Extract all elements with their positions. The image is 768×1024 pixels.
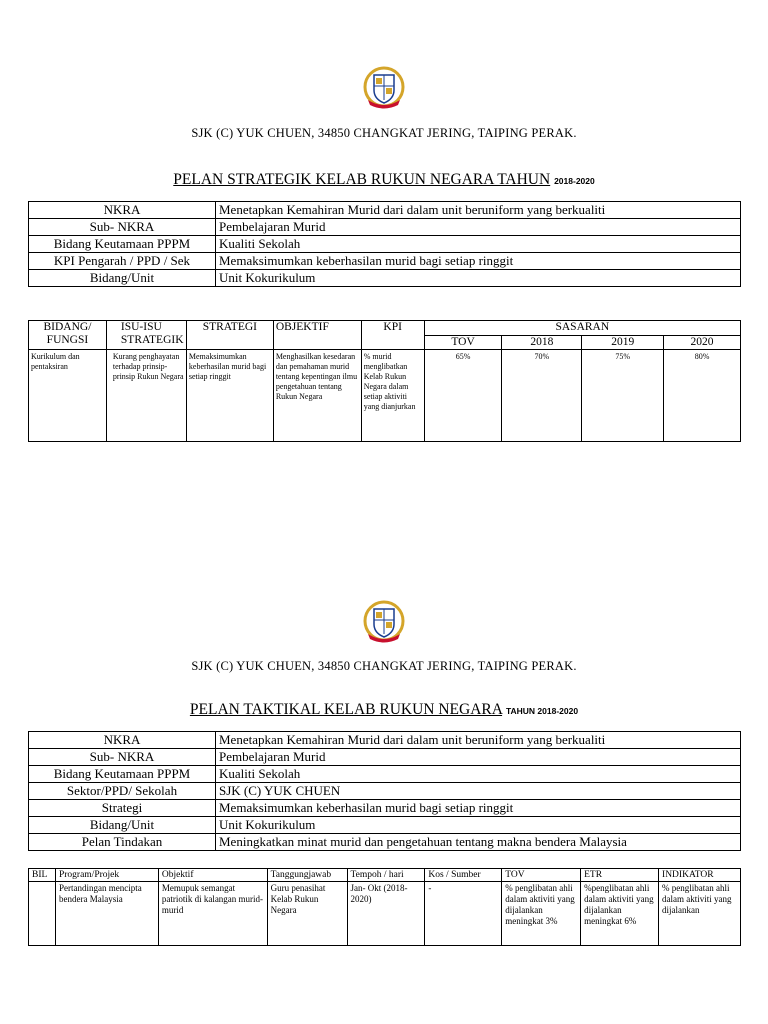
col-header-tanggungjawab: Tanggungjawab (267, 869, 347, 882)
info-row (29, 800, 741, 817)
table-row (29, 350, 741, 442)
info-row (29, 253, 741, 270)
tactical-plan-table (28, 868, 741, 946)
tactical-title (0, 701, 768, 719)
col-header-2018: 2018 (502, 335, 582, 350)
info-value: Pembelajaran Murid (216, 219, 741, 236)
table-row (29, 882, 741, 946)
cell-bidang: Kurikulum dan pentaksiran (29, 350, 107, 442)
info-key: Sub- NKRA (29, 749, 216, 766)
school-crest-icon (362, 600, 406, 644)
info-key: Bidang/Unit (29, 270, 216, 287)
col-header-program: Program/Projek (55, 869, 158, 882)
col-header-2019: 2019 (582, 335, 664, 350)
cell-2018: 70% (502, 350, 582, 442)
info-row (29, 817, 741, 834)
strategic-title-text: PELAN STRATEGIK KELAB RUKUN NEGARA TAHUN (173, 171, 551, 188)
strategic-info-table (28, 201, 741, 287)
cell-program: Pertandingan mencipta bendera Malaysia (55, 882, 158, 946)
info-row (29, 732, 741, 749)
info-value: Menetapkan Kemahiran Murid dari dalam unit beruniform yang berkualiti (216, 202, 741, 219)
col-header-tov: TOV (424, 335, 502, 350)
cell-tempoh: Jan- Okt (2018-2020) (347, 882, 425, 946)
info-key: Bidang Keutamaan PPPM (29, 766, 216, 783)
school-crest-icon (362, 66, 406, 110)
strategic-plan-table (28, 320, 741, 442)
school-name: SJK (C) YUK CHUEN, 34850 CHANGKAT JERING, TAIPING PERAK. (191, 126, 577, 140)
col-header-sasaran: SASARAN (424, 321, 740, 336)
tactical-title-years: TAHUN 2018-2020 (505, 706, 579, 716)
cell-2019: 75% (582, 350, 664, 442)
info-value: Pembelajaran Murid (216, 749, 741, 766)
info-key: Strategi (29, 800, 216, 817)
cell-tov: 65% (424, 350, 502, 442)
cell-kos: - (425, 882, 502, 946)
school-name: SJK (C) YUK CHUEN, 34850 CHANGKAT JERING, TAIPING PERAK. (191, 659, 577, 673)
col-header-kpi: KPI (361, 321, 424, 350)
info-row (29, 270, 741, 287)
cell-objektif: Menghasilkan kesedaran dan pemahaman murid tentang kepentingan ilmu pengetahuan tentang Rukun Negara (273, 350, 361, 442)
info-row (29, 783, 741, 800)
tactical-title-text: PELAN TAKTIKAL KELAB RUKUN NEGARA (189, 701, 503, 718)
info-row (29, 749, 741, 766)
strategic-title-years: 2018-2020 (554, 176, 595, 186)
tactical-info-table (28, 731, 741, 851)
info-key: Bidang Keutamaan PPPM (29, 236, 216, 253)
col-header-kos: Kos / Sumber (425, 869, 502, 882)
col-header-isu: ISU-ISU STRATEGIK (106, 321, 186, 350)
info-value: Memaksimumkan keberhasilan murid bagi setiap ringgit (216, 253, 741, 270)
cell-isu: Kurang penghayatan terhadap prinsip-prinsip Rukun Negara (106, 350, 186, 442)
info-key: NKRA (29, 732, 216, 749)
info-key: Sektor/PPD/ Sekolah (29, 783, 216, 800)
cell-tov: % penglibatan ahli dalam aktiviti yang dijalankan meningkat 3% (502, 882, 581, 946)
cell-strategi: Memaksimumkan keberhasilan murid bagi setiap ringgit (186, 350, 273, 442)
info-value: SJK (C) YUK CHUEN (216, 783, 741, 800)
info-row (29, 202, 741, 219)
cell-objektif: Memupuk semangat patriotik di kalangan murid-murid (158, 882, 267, 946)
cell-2020: 80% (664, 350, 741, 442)
info-row (29, 834, 741, 851)
info-value: Memaksimumkan keberhasilan murid bagi setiap ringgit (216, 800, 741, 817)
info-value: Kualiti Sekolah (216, 766, 741, 783)
col-header-bil: BIL (29, 869, 56, 882)
cell-etr: %penglibatan ahli dalam aktiviti yang dijalankan meningkat 6% (581, 882, 659, 946)
info-value: Unit Kokurikulum (216, 270, 741, 287)
info-value: Kualiti Sekolah (216, 236, 741, 253)
info-key: NKRA (29, 202, 216, 219)
cell-tanggungjawab: Guru penasihat Kelab Rukun Negara (267, 882, 347, 946)
col-header-tempoh: Tempoh / hari (347, 869, 425, 882)
cell-indikator: % penglibatan ahli dalam aktiviti yang dijalankan (659, 882, 741, 946)
info-key: Sub- NKRA (29, 219, 216, 236)
col-header-2020: 2020 (664, 335, 741, 350)
strategic-title (0, 171, 768, 189)
col-header-strategi: STRATEGI (186, 321, 273, 350)
info-row (29, 236, 741, 253)
table-header-row (29, 869, 741, 882)
col-header-objektif: Objektif (158, 869, 267, 882)
info-value: Unit Kokurikulum (216, 817, 741, 834)
cell-bil (29, 882, 56, 946)
table-header-row (29, 321, 741, 336)
col-header-indikator: INDIKATOR (659, 869, 741, 882)
info-value: Menetapkan Kemahiran Murid dari dalam unit beruniform yang berkualiti (216, 732, 741, 749)
col-header-tov: TOV (502, 869, 581, 882)
info-row (29, 219, 741, 236)
info-row (29, 766, 741, 783)
info-key: Pelan Tindakan (29, 834, 216, 851)
info-key: KPI Pengarah / PPD / Sek (29, 253, 216, 270)
col-header-bidang: BIDANG/ FUNGSI (29, 321, 107, 350)
col-header-objektif: OBJEKTIF (273, 321, 361, 350)
cell-kpi: % murid menglibatkan Kelab Rukun Negara dalam setiap aktiviti yang dianjurkan (361, 350, 424, 442)
info-key: Bidang/Unit (29, 817, 216, 834)
col-header-etr: ETR (581, 869, 659, 882)
info-value: Meningkatkan minat murid dan pengetahuan tentang makna bendera Malaysia (216, 834, 741, 851)
